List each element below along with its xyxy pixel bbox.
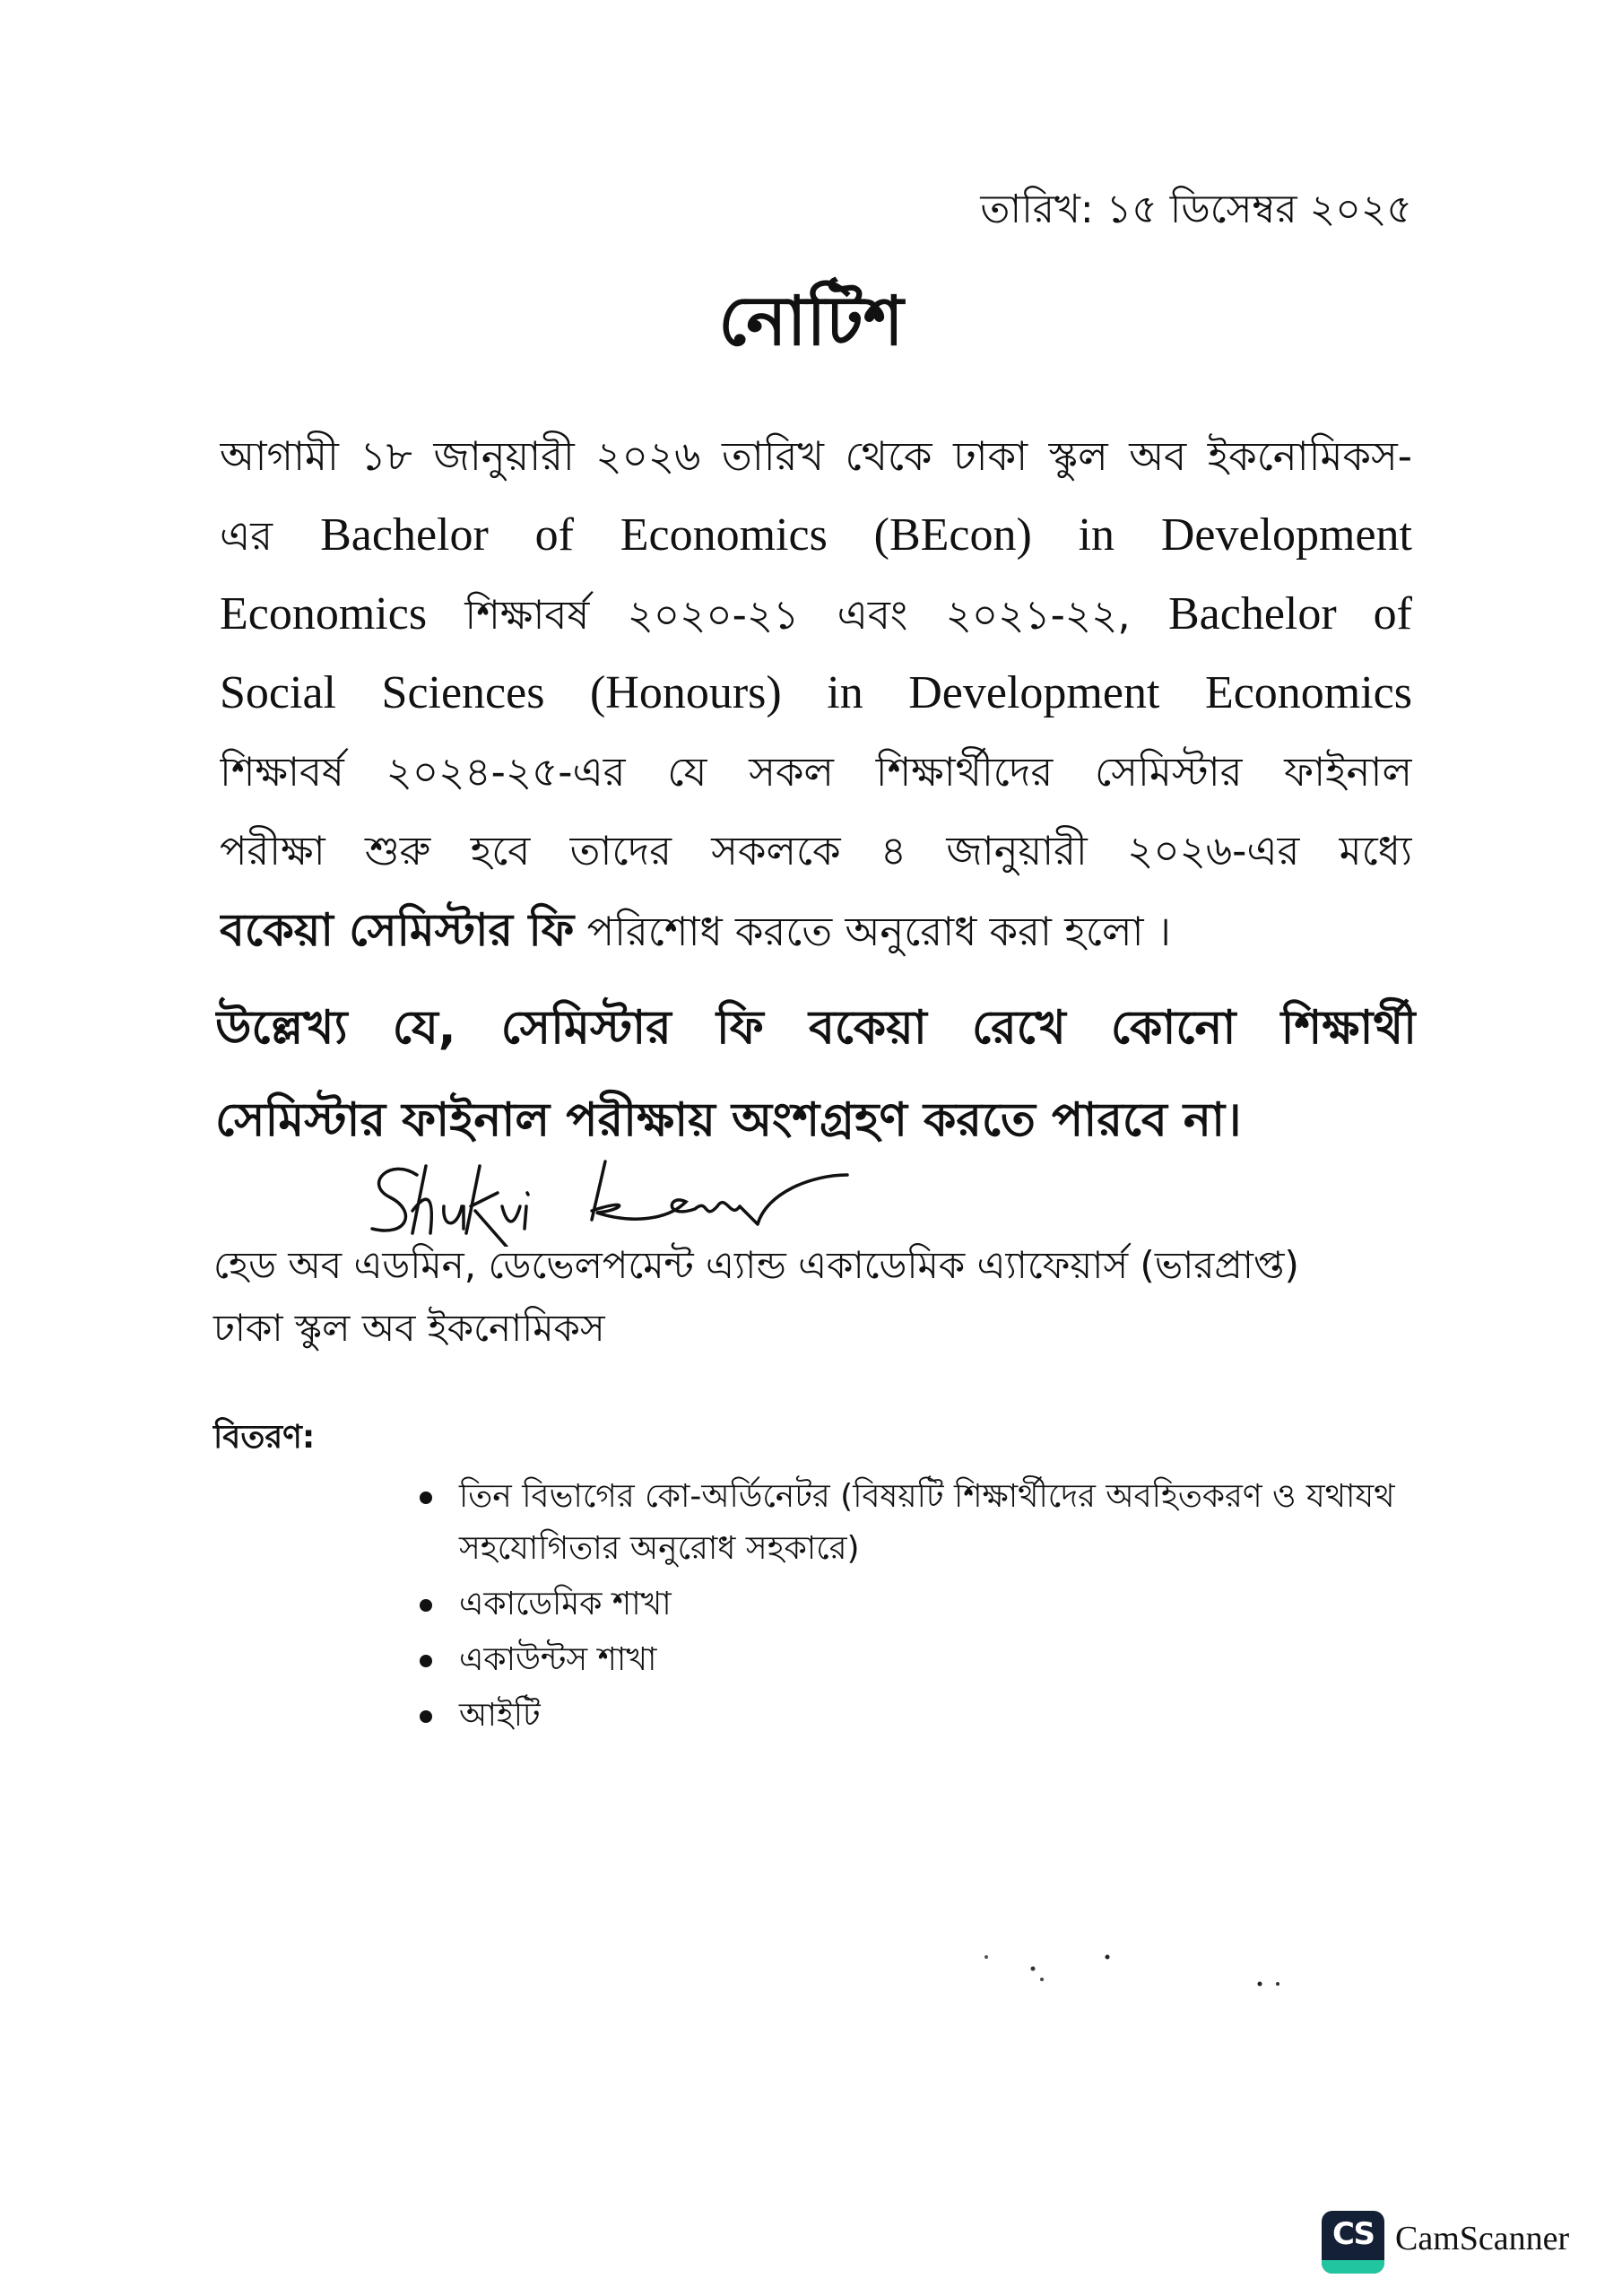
camscanner-logo bbox=[1322, 2211, 1384, 2274]
distribution-item-text: একাউন্টস শাখা bbox=[459, 1641, 657, 1678]
distribution-item bbox=[412, 1471, 1444, 1575]
body-line-4-english: Social Sciences (Honours) in Development Economics bbox=[220, 667, 1412, 718]
outstanding-fee-emphasis: বকেয়া সেমিস্টার ফি bbox=[220, 904, 575, 956]
body-line-3-english-b: Bachelor of bbox=[1167, 588, 1412, 639]
notice-date: তারিখ: ১৫ ডিসেম্বর ২০২৫ bbox=[980, 187, 1412, 232]
scan-specks bbox=[968, 1946, 1363, 2000]
bullet-icon bbox=[420, 1492, 432, 1504]
distribution-item bbox=[412, 1690, 1444, 1742]
signatory-designation: হেড অব এডমিন, ডেভেলপমেন্ট এ্যান্ড একাডেমিক এ্যাফেয়ার্স (ভারপ্রাপ্ত) bbox=[213, 1243, 1299, 1287]
notice-body bbox=[220, 417, 1412, 970]
distribution-item-text: আইটি bbox=[459, 1697, 541, 1734]
distribution-item-text: একাডেমিক শাখা bbox=[459, 1586, 672, 1622]
signature-stroke-first bbox=[372, 1166, 528, 1247]
body-line-3-english-a: Economics bbox=[220, 588, 428, 639]
body-line-1: আগামী ১৮ জানুয়ারী ২০২৬ তারিখ থেকে ঢাকা স্কুল অব ইকনোমিকস- bbox=[220, 432, 1412, 480]
signature-stroke-second bbox=[592, 1161, 847, 1224]
camscanner-name: CamScanner bbox=[1395, 2220, 1570, 2257]
signatory-institution: ঢাকা স্কুল অব ইকনোমিকস bbox=[213, 1306, 605, 1350]
note-line-2: সেমিস্টার ফাইনাল পরীক্ষায় অংশগ্রহণ করতে পারবে না। bbox=[215, 1093, 1242, 1147]
distribution-item bbox=[412, 1578, 1444, 1631]
body-line-7-rest: পরিশোধ করতে অনুরোধ করা হলো । bbox=[574, 908, 1171, 955]
notice-title: নোটিশ bbox=[718, 281, 904, 361]
body-line-4 bbox=[220, 654, 1412, 733]
important-note bbox=[215, 982, 1417, 1167]
note-line-1: উল্লেখ্য যে, সেমিস্টার ফি বকেয়া রেখে কোনো শিক্ষার্থী bbox=[215, 1001, 1417, 1055]
bullet-icon bbox=[420, 1710, 432, 1723]
body-line-5: শিক্ষাবর্ষ ২০২৪-২৫-এর যে সকল শিক্ষার্থীদের সেমিস্টার ফাইনাল bbox=[220, 748, 1412, 796]
body-line-3-bangla: শিক্ষাবর্ষ ২০২০-২১ এবং ২০২১-২২, bbox=[464, 591, 1131, 639]
signature bbox=[363, 1157, 955, 1247]
body-line-2-english: Bachelor of Economics (BEcon) in Development bbox=[320, 509, 1412, 561]
camscanner-logo-text: CS bbox=[1331, 2216, 1375, 2252]
body-line-7 bbox=[220, 891, 1412, 970]
body-line-3 bbox=[220, 575, 1412, 654]
bullet-icon bbox=[420, 1655, 432, 1667]
bullet-icon bbox=[420, 1599, 432, 1612]
distribution-item-text: তিন বিভাগের কো-অর্ডিনেটর (বিষয়টি শিক্ষার্থীদের অবহিতকরণ ও যথাযথ সহযোগিতার অনুরোধ সহকারে) bbox=[459, 1478, 1395, 1567]
body-line-6: পরীক্ষা শুরু হবে তাদের সকলকে ৪ জানুয়ারী ২০২৬-এর মধ্যে bbox=[220, 827, 1412, 874]
distribution-item bbox=[412, 1634, 1444, 1686]
distribution-label: বিতরণ: bbox=[213, 1419, 316, 1456]
camscanner-logo-bar bbox=[1322, 2260, 1384, 2274]
body-line-2 bbox=[220, 496, 1412, 575]
distribution-list bbox=[412, 1471, 1444, 1742]
body-line-2-prefix: এর bbox=[220, 512, 273, 560]
